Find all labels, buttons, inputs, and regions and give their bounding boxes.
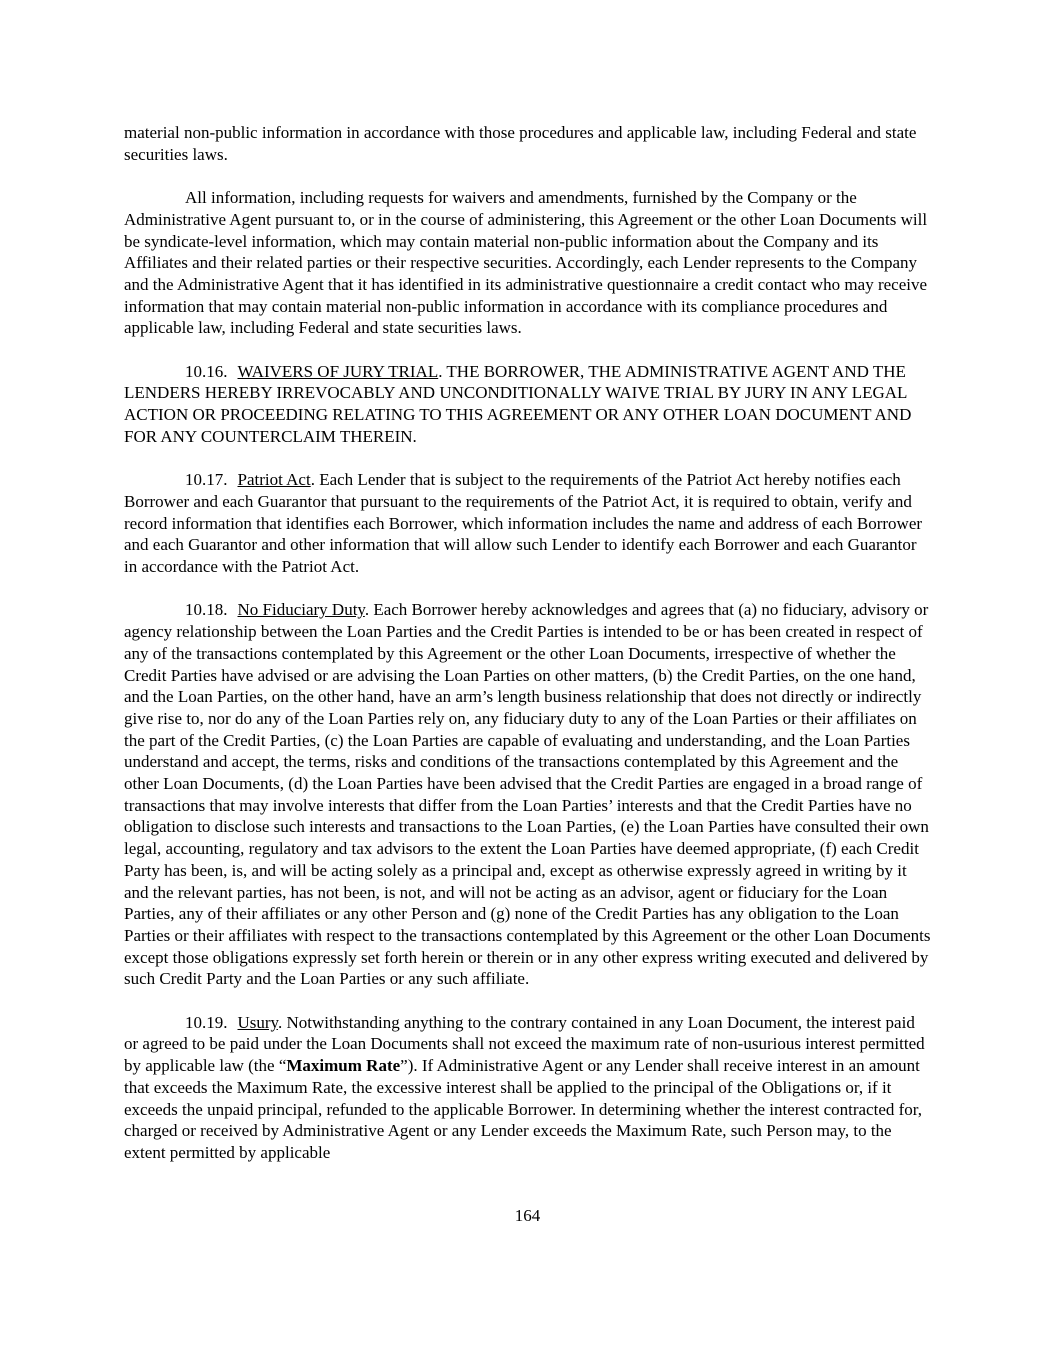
page-number: 164 bbox=[514, 1205, 541, 1225]
section-heading: Usury bbox=[237, 1012, 278, 1032]
section-body: . Each Borrower hereby acknowledges and agrees that (a) no fiduciary, advisory or agency relationship between the Loan Parties and the Credit Parties is intended to be or has been created in respect of any of the transactions contemplated by this Agreement or the other Loan Documents, irrespective of whether the Credit Parties have advised or are advising the Loan Parties on other matters, (b) the Credit Parties, on the one hand, and the Loan Parties, on the other hand, have an arm’s length business relationship that does not directly or indirectly give rise to, nor do any of the Loan Parties rely on, any fiduciary duty to any of the Loan Parties or their affiliates on the part of the Credit Parties, (c) the Loan Parties are capable of evaluating and understanding, and the Loan Parties understand and accept, the terms, risks and conditions of the transactions contemplated by this Agreement and the other Loan Documents, (d) the Loan Parties have been advised that the Credit Parties are engaged in a broad range of transactions that may involve interests that differ from the Loan Parties’ interests and that the Credit Parties have no obligation to disclose such interests and transactions to the Loan Parties, (e) the Loan Parties have consulted their own legal, accounting, regulatory and tax advisors to the extent the Loan Parties have deemed appropriate, (f) each Credit Party has been, is, and will be acting solely as a principal and, except as otherwise expressly agreed in writing by it and the relevant parties, has not been, is not, and will not be acting as an advisor, agent or fiduciary for the Loan Parties, any of their affiliates or any other Person and (g) none of the Credit Parties has any obligation to the Loan Parties or their affiliates with respect to the transactions contemplated by this Agreement or the other Loan Documents except those obligations expressly set forth herein or therein or in any other express writing executed and delivered by such Credit Party and the Loan Parties or any such affiliate. bbox=[124, 600, 931, 989]
section-10-16 bbox=[124, 361, 931, 448]
section-number: 10.16. bbox=[185, 361, 228, 381]
section-heading: No Fiduciary Duty bbox=[237, 600, 365, 620]
section-heading: Patriot Act bbox=[237, 470, 311, 490]
section-body: . THE BORROWER, THE ADMINISTRATIVE AGENT AND THE LENDERS HEREBY IRREVOCABLY AND UNCONDITIONALLY WAIVE TRIAL BY JURY IN ANY LEGAL ACTION OR PROCEEDING RELATING TO THIS AGREEMENT OR ANY OTHER LOAN DOCUMENT AND FOR ANY COUNTERCLAIM THEREIN. bbox=[124, 361, 912, 446]
section-body-pre: . Notwithstanding anything to the contrary contained in any Loan Document, the interest paid or agreed to be paid under the Loan Documents shall not exceed the maximum rate of non-usurious interest permitted by applicable law (the “ bbox=[124, 1012, 925, 1076]
paragraph-continuation: material non-public information in accordance with those procedures and applicable law, including Federal and state securities laws. bbox=[124, 123, 917, 164]
section-10-18 bbox=[124, 599, 931, 990]
section-heading: WAIVERS OF JURY TRIAL bbox=[237, 361, 439, 381]
section-body: . Each Lender that is subject to the requirements of the Patriot Act hereby notifies each Borrower and each Guarantor that pursuant to the requirements of the Patriot Act, it is required to obtain, verify and record information that identifies each Borrower, which information includes the name and address of each Borrower and each Guarantor and other information that will allow such Lender to identify each Borrower and each Guarantor in accordance with the Patriot Act. bbox=[124, 470, 923, 577]
section-number: 10.18. bbox=[185, 600, 228, 620]
paragraph-syndicate-information: All information, including requests for waivers and amendments, furnished by the Company or the Administrative Agent pursuant to, or in the course of administering, this Agreement or the other Loan Documents will be syndicate-level information, which may contain material non-public information about the Company and its Affiliates and their related parties or their respective securities. Accordingly, each Lender represents to the Company and the Administrative Agent that it has identified in its administrative questionnaire a credit contact who may receive information that may contain material non-public information in accordance with its compliance procedures and applicable law, including Federal and state securities laws. bbox=[124, 188, 928, 338]
section-number: 10.17. bbox=[185, 470, 228, 490]
section-10-19 bbox=[124, 1012, 931, 1164]
section-body-post: ”). If Administrative Agent or any Lender shall receive interest in an amount that exceeds the Maximum Rate, the excessive interest shall be applied to the principal of the Obligations or, if it exceeds the unpaid principal, refunded to the applicable Borrower. In determining whether the interest contracted for, charged or received by Administrative Agent or any Lender exceeds the Maximum Rate, such Person may, to the extent permitted by applicable bbox=[124, 1056, 923, 1162]
section-10-17 bbox=[124, 469, 931, 578]
section-number: 10.19. bbox=[185, 1012, 228, 1032]
defined-term-maximum-rate: Maximum Rate bbox=[286, 1056, 401, 1076]
